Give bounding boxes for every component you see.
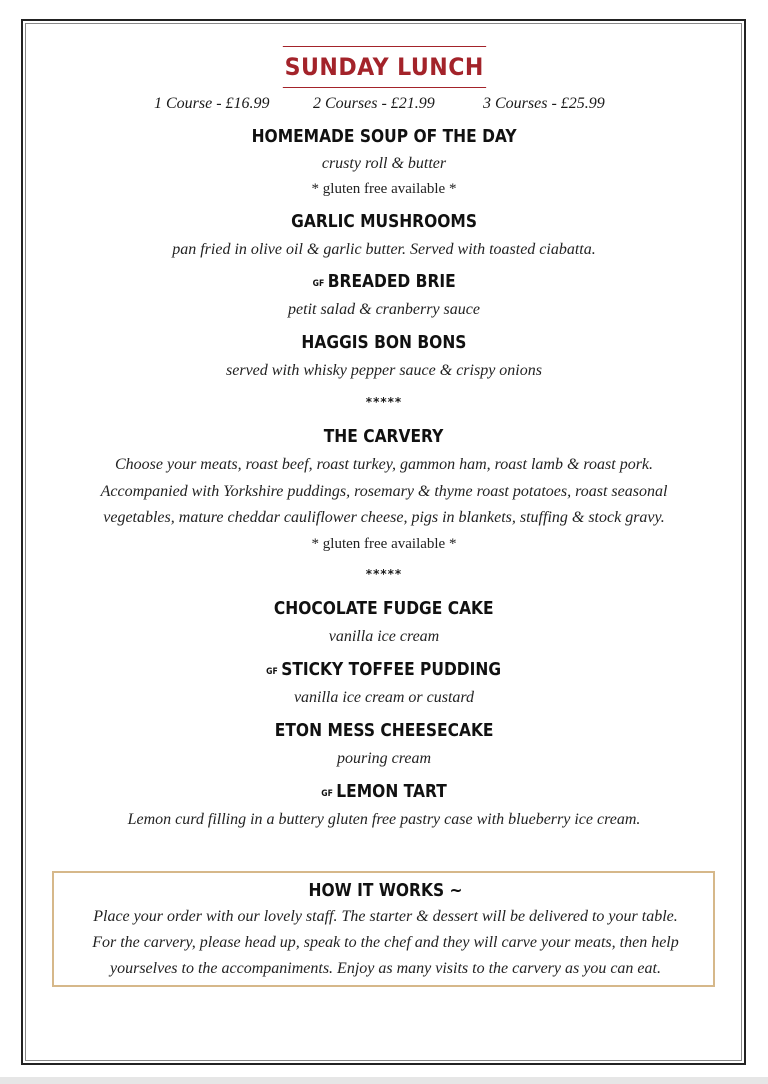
price-2-courses: 2 Courses - £21.99 [313,95,435,112]
how-it-works-line: yourselves to the accompaniments. Enjoy as many visits to the carvery as you can eat. [110,960,661,977]
starter-heading [0,124,768,150]
how-it-works-title: HOW IT WORKS ~ [308,880,463,901]
how-it-works-box [52,871,715,987]
price-3-courses: 3 Courses - £25.99 [483,95,605,112]
price-row [0,93,768,115]
dessert-desc: vanilla ice cream or custard [293,689,475,706]
starter-name: HAGGIS BON BONS [301,332,467,353]
carvery-heading [0,424,768,450]
starter-desc: served with whisky pepper sauce & crispy onions [226,362,542,379]
title-wrap [0,46,768,88]
dessert-heading [0,596,768,622]
starter-name: GARLIC MUSHROOMS [291,211,477,232]
dessert-desc: pouring cream [336,750,432,767]
starter-desc: crusty roll & butter [321,155,447,172]
starter-name: BREADED BRIE [327,271,456,292]
dessert-desc: Lemon curd filling in a buttery gluten free pastry case with blueberry ice cream. [127,811,641,828]
section-separator: ***** [365,395,403,409]
carvery-note: * gluten free available * [311,536,457,552]
starter-note: * gluten free available * [311,181,457,197]
dessert-heading [0,718,768,744]
carvery-line: vegetables, mature cheddar cauliflower cheese, pigs in blankets, stuffing & stock gravy. [103,509,665,526]
gf-badge: GF [321,789,333,799]
starter-desc: pan fried in olive oil & garlic butter. Served with toasted ciabatta. [172,241,596,258]
dessert-name: CHOCOLATE FUDGE CAKE [274,598,494,619]
how-it-works-line: For the carvery, please head up, speak to the chef and they will carve your meats, then help [92,934,679,951]
carvery-name: THE CARVERY [324,426,444,447]
starter-heading [0,269,768,298]
starter-desc: petit salad & cranberry sauce [288,301,480,318]
dessert-desc: vanilla ice cream [328,628,440,645]
carvery-line: Choose your meats, roast beef, roast turkey, gammon ham, roast lamb & roast pork. [114,456,654,473]
dessert-name: STICKY TOFFEE PUDDING [281,659,502,680]
dessert-name: ETON MESS CHEESECAKE [274,720,494,741]
page-bottom-bar [0,1077,768,1084]
gf-badge: GF [266,667,279,677]
how-it-works-heading [54,878,717,904]
starter-heading [0,330,768,356]
how-it-works-line: Place your order with our lovely staff. The starter & dessert will be delivered to your table. [93,908,678,925]
starter-name: HOMEMADE SOUP OF THE DAY [251,126,517,147]
section-separator: ***** [365,567,403,581]
menu-title: SUNDAY LUNCH [283,46,486,88]
carvery-line: Accompanied with Yorkshire puddings, rosemary & thyme roast potatoes, roast seasonal [100,483,668,500]
dessert-heading [0,779,768,808]
gf-badge: GF [312,279,325,289]
price-1-course: 1 Course - £16.99 [154,95,270,112]
starter-heading [0,209,768,235]
dessert-heading [0,657,768,686]
dessert-name: LEMON TART [336,781,447,802]
